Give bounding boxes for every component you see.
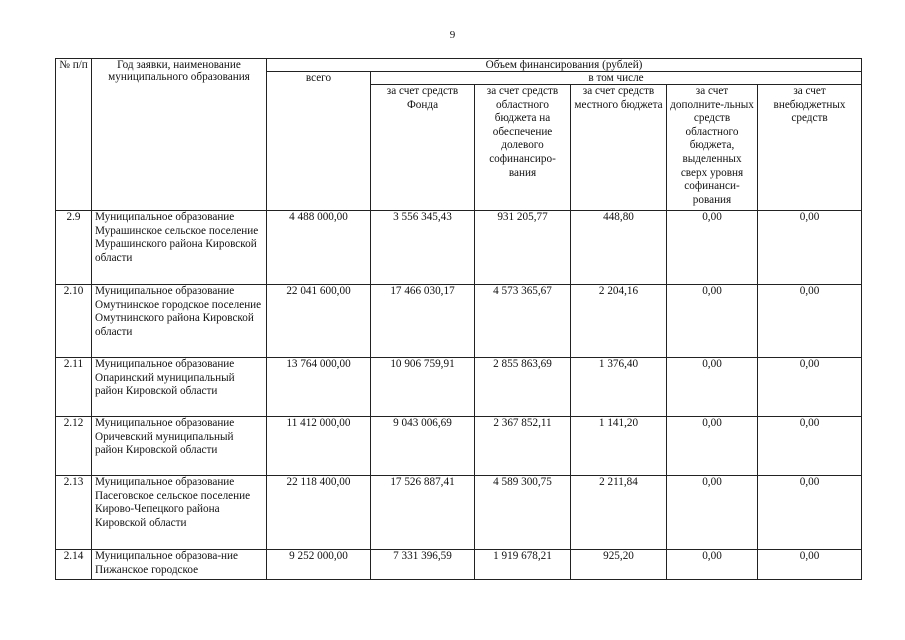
row-regional: 931 205,77 — [475, 211, 571, 285]
row-additional: 0,00 — [667, 417, 758, 476]
row-total: 11 412 000,00 — [267, 417, 371, 476]
row-local: 2 204,16 — [571, 285, 667, 358]
row-offbudget: 0,00 — [758, 358, 862, 417]
row-regional: 1 919 678,21 — [475, 550, 571, 580]
row-total: 9 252 000,00 — [267, 550, 371, 580]
row-additional: 0,00 — [667, 285, 758, 358]
row-local: 448,80 — [571, 211, 667, 285]
row-regional: 4 573 365,67 — [475, 285, 571, 358]
row-additional: 0,00 — [667, 550, 758, 580]
row-num: 2.14 — [56, 550, 92, 580]
row-fund: 3 556 345,43 — [371, 211, 475, 285]
row-name: Муниципальное образование Мурашинское сельское поселение Мурашинского района Кировской области — [92, 211, 267, 285]
page-number: 9 — [449, 29, 456, 41]
row-offbudget: 0,00 — [758, 550, 862, 580]
header-name: Год заявки, наименование муниципального образования — [92, 59, 267, 211]
row-additional: 0,00 — [667, 358, 758, 417]
row-num: 2.13 — [56, 476, 92, 550]
row-fund: 7 331 396,59 — [371, 550, 475, 580]
row-offbudget: 0,00 — [758, 476, 862, 550]
row-fund: 17 526 887,41 — [371, 476, 475, 550]
row-local: 2 211,84 — [571, 476, 667, 550]
row-local: 1 376,40 — [571, 358, 667, 417]
row-offbudget: 0,00 — [758, 417, 862, 476]
row-fund: 17 466 030,17 — [371, 285, 475, 358]
header-including: в том числе — [371, 72, 862, 85]
table-row — [56, 550, 862, 580]
row-offbudget: 0,00 — [758, 285, 862, 358]
table-row — [56, 211, 862, 285]
row-total: 22 041 600,00 — [267, 285, 371, 358]
row-num: 2.10 — [56, 285, 92, 358]
row-name: Муниципальное образование Пасеговское сельское поселение Кирово-Чепецкого района Кировской области — [92, 476, 267, 550]
header-financing: Объем финансирования (рублей) — [267, 59, 862, 72]
financing-table — [55, 58, 862, 580]
header-total: всего — [267, 72, 371, 211]
table-row — [56, 417, 862, 476]
header-local: за счет средств местного бюджета — [571, 85, 667, 211]
header-num: № п/п — [56, 59, 92, 211]
header-offbudget: за счет внебюджетных средств — [758, 85, 862, 211]
row-regional: 2 855 863,69 — [475, 358, 571, 417]
row-offbudget: 0,00 — [758, 211, 862, 285]
row-regional: 2 367 852,11 — [475, 417, 571, 476]
table-row — [56, 285, 862, 358]
row-total: 13 764 000,00 — [267, 358, 371, 417]
row-additional: 0,00 — [667, 476, 758, 550]
header-regional: за счет средств областного бюджета на обеспечение долевого софинансиро-вания — [475, 85, 571, 211]
row-num: 2.11 — [56, 358, 92, 417]
row-regional: 4 589 300,75 — [475, 476, 571, 550]
row-name: Муниципальное образование Опаринский муниципальный район Кировской области — [92, 358, 267, 417]
row-local: 1 141,20 — [571, 417, 667, 476]
row-name: Муниципальное образование Оричевский муниципальный район Кировской области — [92, 417, 267, 476]
row-name: Муниципальное образование Омутнинское городское поселение Омутнинского района Кировской области — [92, 285, 267, 358]
row-name: Муниципальное образова-ние Пижанское городское — [92, 550, 267, 580]
row-additional: 0,00 — [667, 211, 758, 285]
row-fund: 9 043 006,69 — [371, 417, 475, 476]
row-total: 4 488 000,00 — [267, 211, 371, 285]
header-fund: за счет средств Фонда — [371, 85, 475, 211]
table-row — [56, 476, 862, 550]
row-num: 2.12 — [56, 417, 92, 476]
row-local: 925,20 — [571, 550, 667, 580]
table-row — [56, 358, 862, 417]
row-num: 2.9 — [56, 211, 92, 285]
row-total: 22 118 400,00 — [267, 476, 371, 550]
header-additional: за счет дополните-льных средств областного бюджета, выделенных сверх уровня софинанси-рования — [667, 85, 758, 211]
row-fund: 10 906 759,91 — [371, 358, 475, 417]
